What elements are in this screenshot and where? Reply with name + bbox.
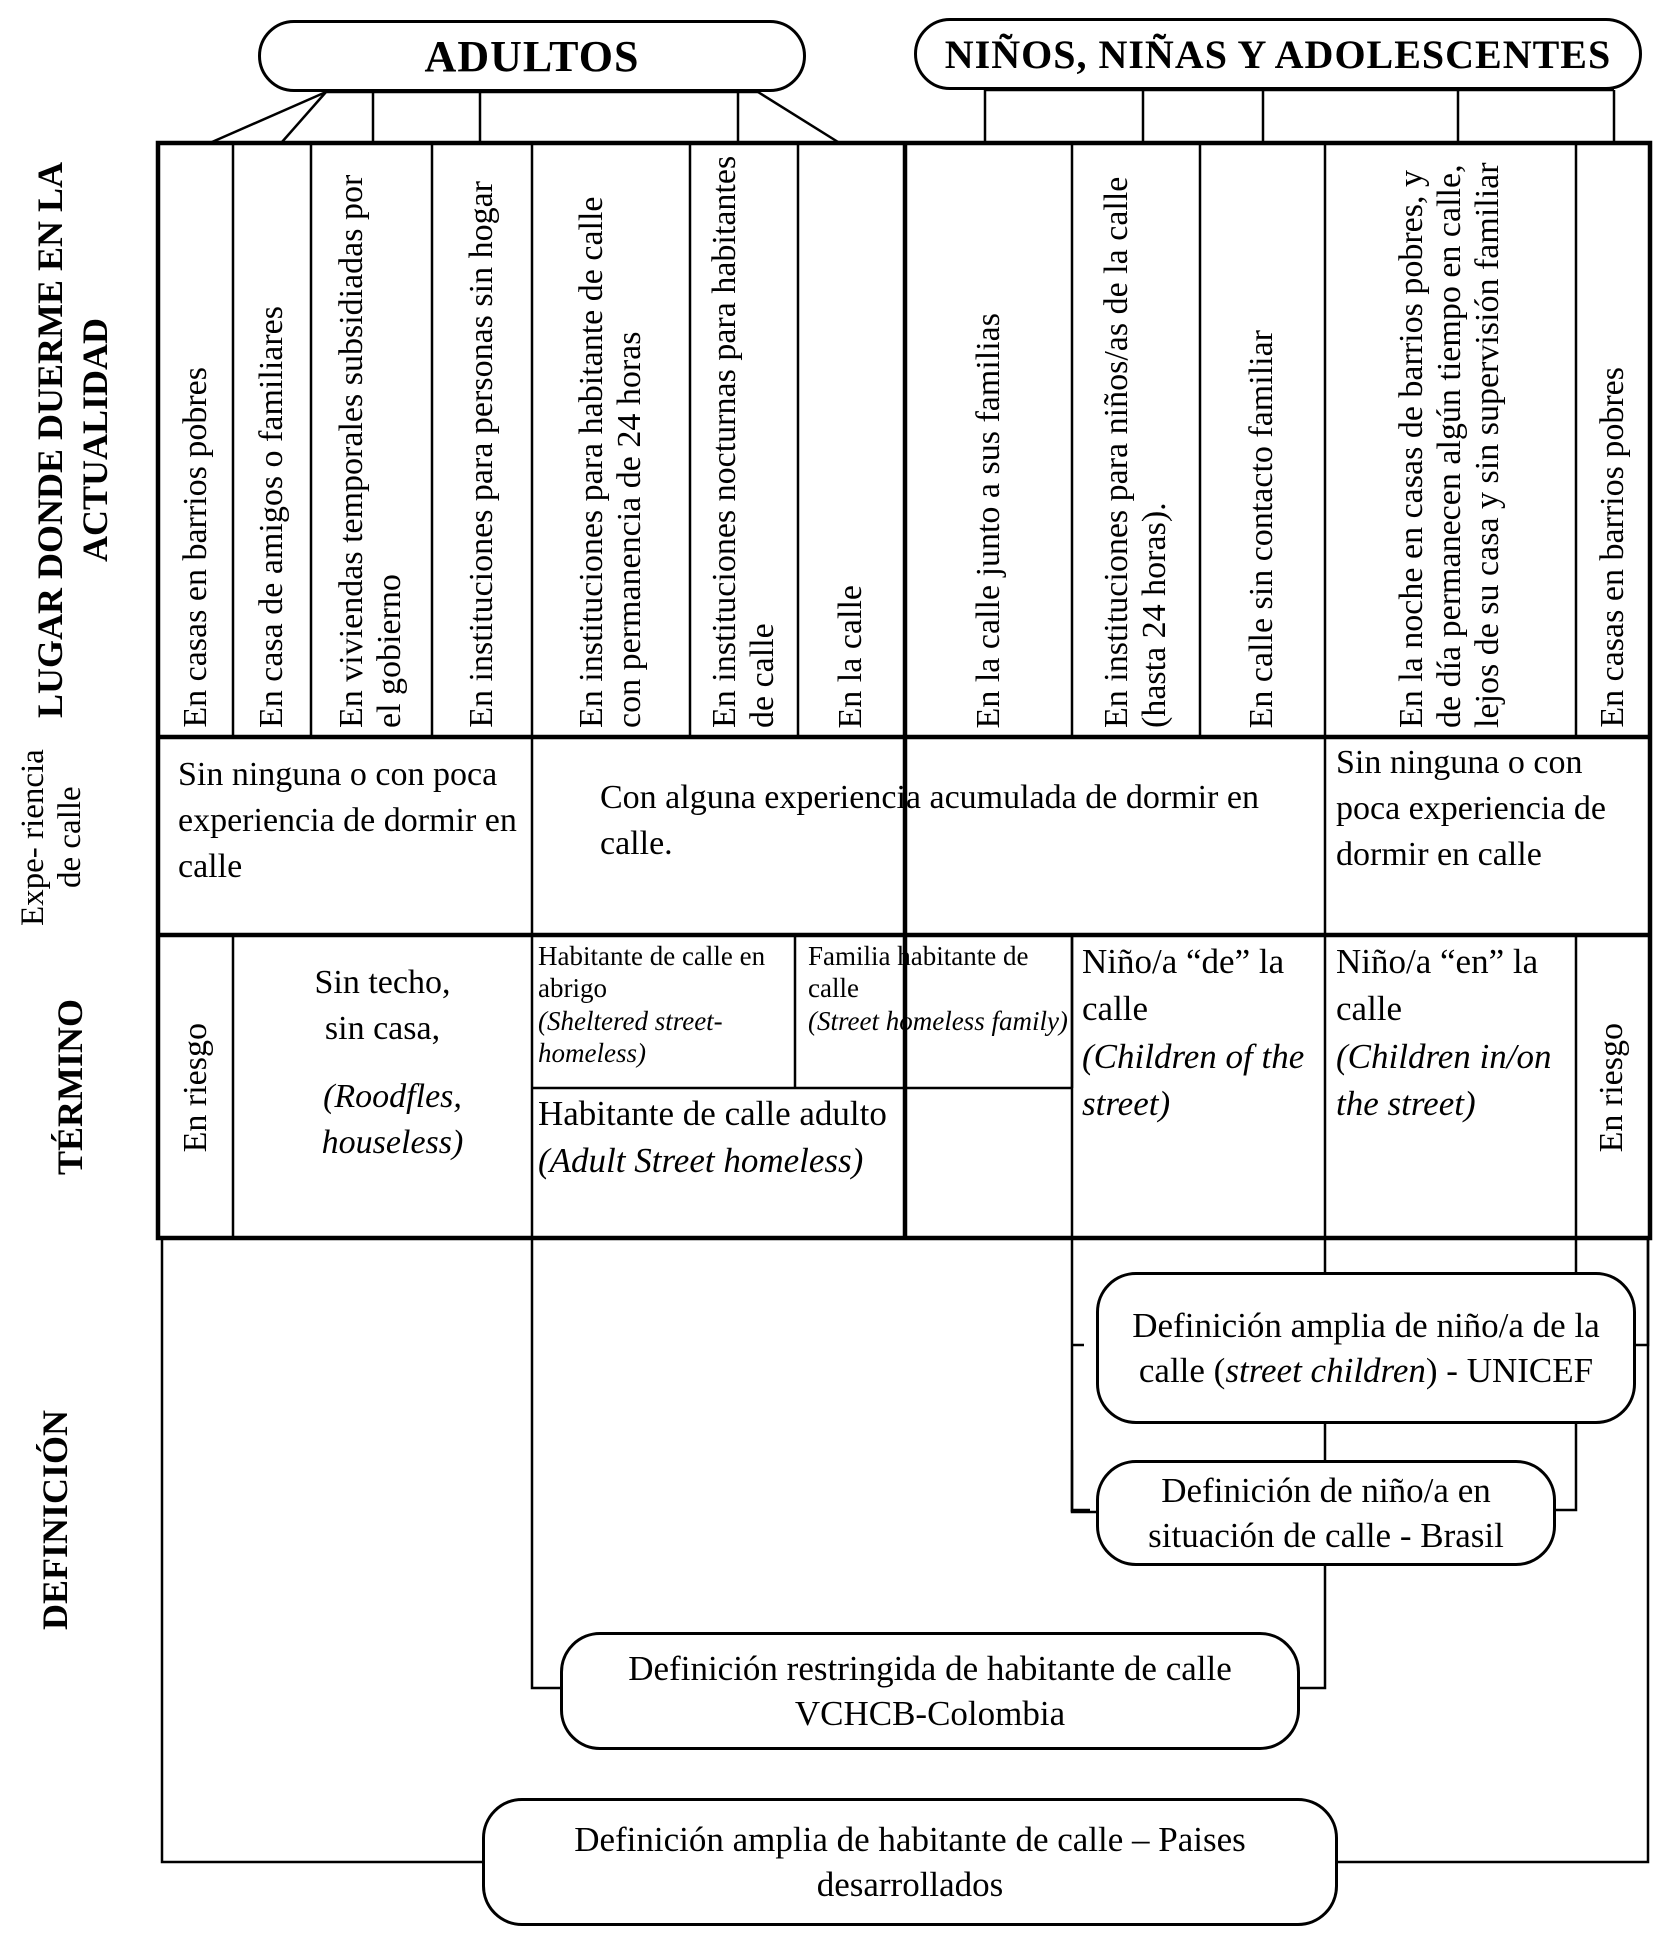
definicion-brasil <box>1096 1460 1556 1566</box>
familia-english: (Street homeless family) <box>808 1005 1068 1036</box>
lugar-col-9: En instituciones para niños/as de la calle (hasta 24 horas). <box>1097 176 1173 728</box>
termino-nino-de <box>1082 938 1317 1127</box>
lugar-col-10: En calle sin contacto familiar <box>1243 329 1281 728</box>
termino-nino-en <box>1336 938 1571 1127</box>
termino-en-riesgo-left: En riesgo <box>176 1022 214 1153</box>
lugar-col-7: En la calle <box>832 584 870 728</box>
termino-adulto <box>538 1090 898 1185</box>
adulto-english: (Adult Street homeless) <box>538 1141 864 1181</box>
ninos-header <box>914 18 1642 90</box>
definicion-unicef <box>1096 1272 1636 1424</box>
row-label-termino: TÉRMINO <box>49 999 90 1176</box>
sin-techo-line2: sin casa, <box>324 1009 441 1047</box>
nino-en-label: Niño/a “en” la calle <box>1336 942 1539 1029</box>
definicion-paises <box>482 1798 1338 1926</box>
adultos-label: ADULTOS <box>424 31 640 81</box>
adulto-label: Habitante de calle adulto <box>538 1094 887 1133</box>
lugar-col-11: En la noche en casas de barrios pobres, y de día permanecen algún tiempo en calle, lejos de su casa y sin supervisión familiar <box>1393 162 1507 728</box>
termino-en-riesgo-right: En riesgo <box>1592 1022 1630 1153</box>
row-label-definicion: DEFINICIÓN <box>34 1409 75 1631</box>
nino-de-english: (Children of the street) <box>1082 1036 1305 1123</box>
lugar-col-8: En la calle junto a sus familias <box>969 312 1007 728</box>
lugar-col-1: En casas en barrios pobres <box>176 367 214 728</box>
adultos-header <box>258 20 806 92</box>
lugar-col-2: En casa de amigos o familiares <box>252 305 290 728</box>
row-label-experiencia: Expe- riencia de calle <box>15 749 88 926</box>
lugar-col-4: En instituciones para personas sin hogar <box>462 181 500 728</box>
experiencia-adultos-poca: Sin ninguna o con poca experiencia de dormir en calle <box>178 756 517 885</box>
familia-label: Familia habitante de calle <box>808 941 1029 1004</box>
colombia-text: Definición restringida de habitante de calle VCHCB-Colombia <box>628 1648 1232 1733</box>
termino-abrigo <box>538 940 790 1070</box>
experiencia-ninos-poca: Sin ninguna o con poca experiencia de dormir en calle <box>1336 744 1606 873</box>
lugar-col-3: En viviendas temporales subsidiadas por el gobierno <box>333 174 409 728</box>
row-label-lugar: LUGAR DONDE DUERME EN LA ACTUALIDAD <box>30 161 115 719</box>
nino-de-label: Niño/a “de” la calle <box>1082 942 1285 1029</box>
lugar-col-6: En instituciones nocturnas para habitantes de calle <box>705 155 781 728</box>
paises-text: Definición amplia de habitante de calle – Paises desarrollados <box>574 1819 1246 1904</box>
nino-en-english: (Children in/on the street) <box>1336 1036 1552 1123</box>
sin-techo-line1: Sin techo, <box>314 964 451 1001</box>
ninos-label: NIÑOS, NIÑAS Y ADOLESCENTES <box>944 31 1612 77</box>
unicef-text: Definición amplia de niño/a de la calle (street children) - UNICEF <box>1132 1305 1600 1390</box>
brasil-text: Definición de niño/a en situación de calle - Brasil <box>1148 1470 1504 1555</box>
lugar-col-5: En instituciones para habitante de calle con permanencia de 24 horas <box>572 196 648 728</box>
abrigo-english: (Sheltered street-homeless) <box>538 1005 723 1069</box>
abrigo-label: Habitante de calle en abrigo <box>538 941 766 1004</box>
experiencia-acumulada: Con alguna experiencia acumulada de dormir en calle. <box>600 779 1259 862</box>
lugar-col-12: En casas en barrios pobres <box>1593 367 1631 728</box>
termino-sin-techo <box>240 960 525 1166</box>
definicion-colombia <box>560 1632 1300 1750</box>
sin-techo-english: (Roodfles, houseless) <box>321 1077 464 1161</box>
termino-familia <box>808 940 1070 1037</box>
